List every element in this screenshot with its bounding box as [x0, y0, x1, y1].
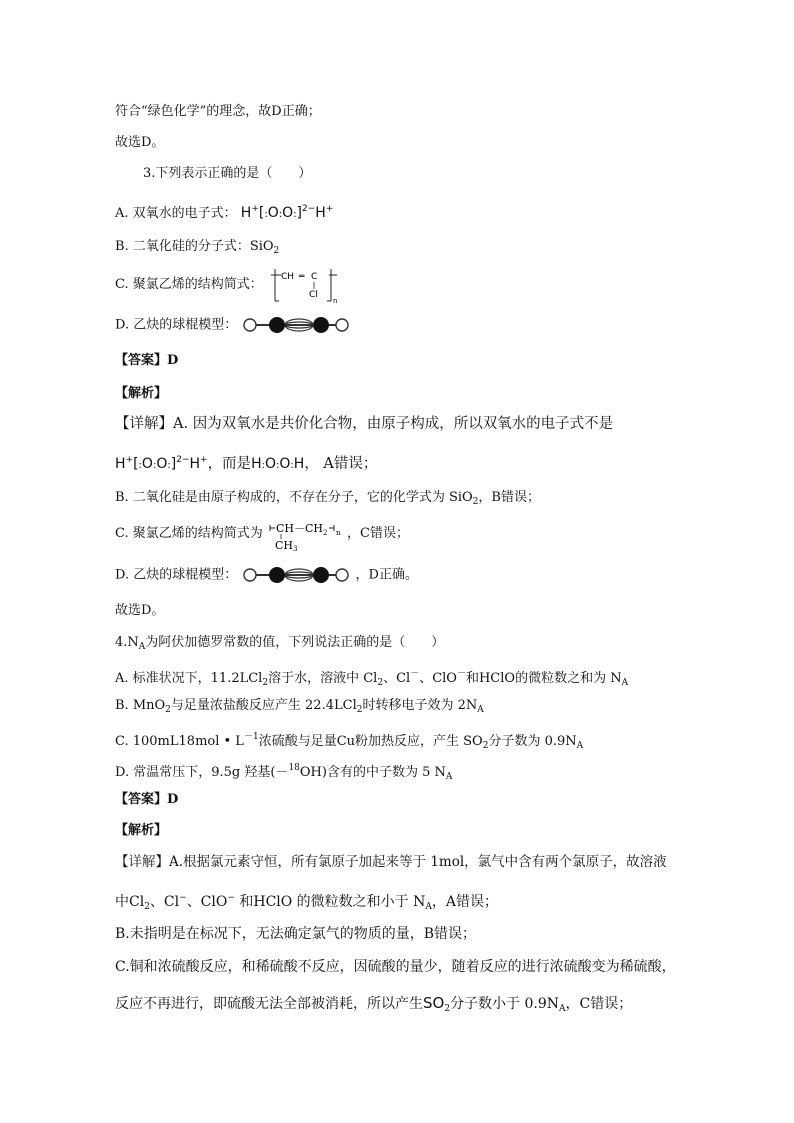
formula-o: O	[267, 205, 279, 221]
detail-text: ，A错误；	[431, 894, 499, 910]
option-text: 、Cl	[383, 671, 411, 686]
formula-ch-ch2: CH－CH	[275, 521, 323, 535]
formula-cl: Cl	[308, 289, 318, 300]
detail-text: 和HClO 的微粒数之和小于 N	[234, 894, 426, 910]
option-text: 和HClO的微粒数之和为 N	[465, 671, 622, 686]
formula-o: O	[279, 456, 291, 472]
option-text: A. 标准状况下，11.2LCl	[115, 671, 263, 686]
option-text: 溶于水，溶液中 Cl	[268, 671, 378, 686]
detail-text: ， A错误；	[304, 456, 378, 472]
formula-h: H	[115, 456, 126, 472]
option-text: B. MnO	[115, 698, 166, 713]
subscript: 2	[262, 678, 269, 688]
detail-line	[115, 566, 418, 585]
detail-text: ，而是	[207, 456, 252, 472]
analysis-label: 【解析】	[115, 823, 168, 838]
option-4d	[115, 759, 452, 786]
formula-plus: +	[125, 455, 134, 465]
formula-double-bond: ═	[298, 271, 305, 282]
option-b-text: B. 二氧化硅的分子式：SiO	[115, 239, 274, 254]
analysis-label: 【解析】	[115, 386, 168, 401]
option-4b	[115, 697, 484, 719]
superscript: −	[227, 893, 235, 903]
detail-line: 【详解】A.根据氯元素守恒，所有氯原子加起来等于 1mol，氯气中含有两个氯原子，故溶液	[115, 854, 667, 870]
formula-n: n	[332, 296, 338, 305]
acetylene-ball-stick-model	[241, 566, 351, 584]
formula-o: O	[282, 205, 294, 221]
peroxide-ionic-formula: H+[:O:O:]$^{2-}$H+	[115, 455, 208, 472]
option-4a	[115, 665, 628, 692]
option-text: 与足量浓盐酸反应产生 22.4LCl	[170, 698, 357, 713]
polypropylene-structure	[267, 517, 343, 551]
detail-text: 反应不再进行，即硫酸无法全部被消耗，所以产生	[115, 996, 423, 1012]
option-text: 浓硫酸与足量Cu粉加热反应，产生 SO	[258, 734, 483, 749]
detail-text: ，C错误；	[565, 996, 633, 1012]
detail-text: 中Cl	[115, 894, 145, 910]
subscript: A	[477, 705, 484, 715]
detail-text: D. 乙炔的球棍模型：	[115, 567, 238, 583]
option-d-label: D. 乙炔的球棍模型：	[115, 317, 238, 333]
formula-charge: 2−	[176, 455, 190, 465]
detail-text: 、Cl	[149, 894, 180, 910]
option-text: 分子数为 0.9N	[488, 734, 577, 749]
detail-line	[115, 889, 498, 916]
formula-o: O	[141, 456, 153, 472]
formula-h: H	[293, 456, 305, 472]
formula-ch: CH	[280, 271, 294, 282]
text-line: 故选D。	[115, 603, 165, 618]
formula-plus: +	[251, 204, 259, 214]
option-4c	[115, 728, 583, 755]
option-b	[115, 238, 279, 260]
formula-h: H	[240, 205, 252, 221]
formula-plus: +	[325, 204, 334, 214]
pvc-structure-wrong	[267, 265, 339, 305]
option-c-label: C. 聚氯乙烯的结构简式：	[115, 277, 263, 292]
subscript: A	[621, 678, 629, 688]
detail-line	[115, 994, 632, 1018]
detail-text: C. 聚氯乙烯的结构简式为	[115, 526, 263, 541]
detail-line: C.铜和浓硫酸反应，和稀硫酸不反应，因硫酸的量少，随着反应的进行浓硫酸变为稀硫酸，	[115, 959, 676, 975]
option-a-label: A. 双氧水的电子式：	[115, 206, 237, 221]
formula-ch3: CH	[274, 538, 293, 551]
formula-charge: 2−	[302, 204, 316, 214]
peroxide-ionic-formula: H+[:O:O:]$^{2-}$H+	[240, 204, 334, 221]
superscript: −	[179, 893, 187, 903]
option-text: D. 常温常压下，9.5g 羟基(－	[115, 765, 289, 780]
question-4	[115, 634, 444, 656]
subscript: 2	[356, 705, 363, 715]
answer-label: 【答案】D	[115, 353, 179, 368]
text-line: 符合“绿色化学”的理念，故D正确；	[115, 104, 321, 119]
detail-line	[115, 451, 377, 475]
option-d	[115, 316, 351, 335]
subscript: 2	[273, 246, 280, 256]
option-text: 时转移电子效为 2N	[362, 698, 478, 713]
subscript: 2	[444, 1004, 451, 1014]
question-text: 4.N	[115, 635, 139, 650]
question-text: 为阿伏加德罗常数的值，下列说法正确的是（ ）	[145, 635, 445, 650]
formula-c: C	[310, 271, 318, 282]
subscript: A	[425, 902, 432, 912]
subscript: A	[138, 642, 146, 652]
subscript: A	[559, 1004, 566, 1014]
superscript: －	[410, 669, 420, 679]
superscript: －	[456, 669, 466, 679]
formula-h: H	[189, 456, 201, 472]
detail-line: 【详解】A. 因为双氧水是共价化合物，由原子构成，所以双氧水的电子式不是	[115, 416, 614, 432]
answer-label: 【答案】D	[115, 792, 179, 807]
subscript: 2	[482, 741, 489, 751]
subscript: 2	[377, 678, 384, 688]
detail-line: B.未指明是在标况下，无法确定氯气的物质的量，B错误；	[115, 926, 477, 942]
question-3: 3.下列表示正确的是（ ）	[143, 166, 312, 181]
subscript: A	[576, 741, 584, 751]
option-a	[115, 200, 333, 224]
acetylene-ball-stick-model	[241, 316, 351, 334]
detail-line	[115, 516, 409, 552]
subscript: 2	[472, 497, 479, 507]
detail-text: ，C错误；	[347, 526, 409, 541]
formula-o: O	[156, 456, 168, 472]
formula-plus: +	[200, 455, 208, 465]
superscript: －1	[243, 732, 259, 742]
detail-text: ，B错误；	[478, 490, 540, 505]
formula-h: H	[315, 205, 326, 221]
subscript: 2	[144, 902, 150, 912]
detail-line	[115, 489, 540, 511]
detail-text: 、ClO	[186, 894, 228, 910]
peroxide-covalent-formula: H:O:O:H	[251, 456, 305, 472]
formula-n: n	[335, 528, 341, 537]
subscript: 2	[322, 528, 328, 537]
formula-h: H	[251, 456, 262, 472]
subscript: 2	[165, 705, 171, 715]
detail-text: ，D正确。	[355, 567, 418, 583]
superscript: 18	[288, 763, 300, 773]
option-text: 、ClO	[419, 671, 457, 686]
detail-text: 分子数小于 0.9N	[450, 996, 560, 1012]
option-c	[115, 264, 339, 306]
subscript: A	[445, 772, 453, 782]
formula-o: O	[264, 456, 276, 472]
text-line: 故选D。	[115, 135, 165, 150]
option-text: OH)含有的中子数为 5 N	[299, 765, 446, 780]
option-text: C. 100mL18mol • L	[115, 734, 244, 749]
formula-so2: SO	[423, 994, 445, 1012]
detail-text: B. 二氧化硅是由原子构成的，不存在分子，它的化学式为 SiO	[115, 490, 473, 505]
subscript: 3	[292, 544, 298, 551]
